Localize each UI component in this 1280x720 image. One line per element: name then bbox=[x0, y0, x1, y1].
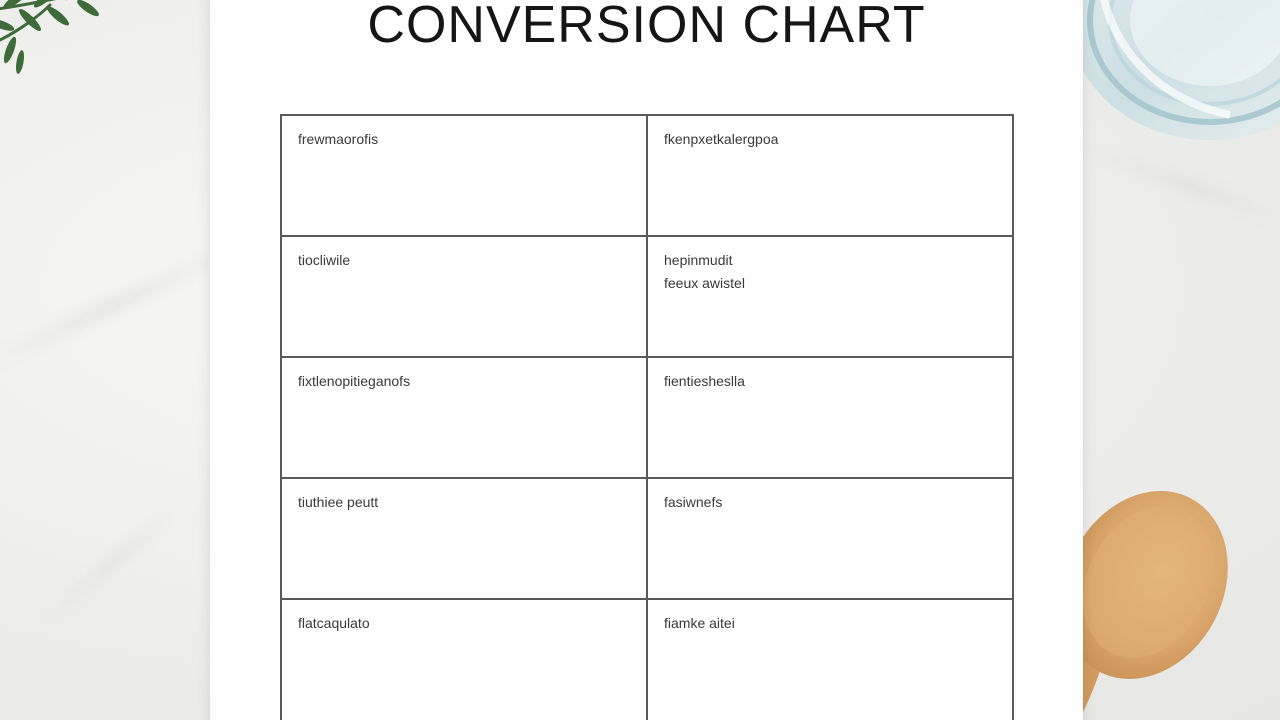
cell-label: flatcaqulato bbox=[298, 615, 370, 631]
cell-label: fixtlenopitieganofs bbox=[298, 373, 411, 389]
conversion-chart-sheet bbox=[210, 0, 1083, 720]
table-cell bbox=[647, 357, 1013, 478]
table-cell bbox=[647, 599, 1013, 720]
marble-vein bbox=[38, 503, 182, 626]
table-cell bbox=[281, 236, 647, 357]
cell-label: frewmaorofis bbox=[298, 131, 379, 147]
table-row bbox=[281, 478, 1013, 599]
cell-label: fiamke aitei bbox=[664, 615, 735, 631]
table-cell bbox=[647, 478, 1013, 599]
glass-bowl-icon bbox=[1060, 0, 1280, 160]
cell-label: hepinmudit feeux awistel bbox=[664, 252, 745, 291]
table-cell bbox=[281, 115, 647, 236]
table-row bbox=[281, 115, 1013, 236]
table-cell bbox=[647, 236, 1013, 357]
conversion-table bbox=[280, 114, 1014, 720]
table-cell bbox=[281, 478, 647, 599]
table-row bbox=[281, 599, 1013, 720]
table-row bbox=[281, 236, 1013, 357]
table-cell bbox=[647, 115, 1013, 236]
table-cell bbox=[281, 599, 647, 720]
table-row bbox=[281, 357, 1013, 478]
cell-label: fkenpxetkalergpoa bbox=[664, 131, 779, 147]
cell-label: fasiwnefs bbox=[664, 494, 723, 510]
cell-label: tiocliwile bbox=[298, 252, 351, 268]
table-cell bbox=[281, 357, 647, 478]
rosemary-sprig-icon bbox=[0, 0, 140, 90]
cell-label: tiuthiee peutt bbox=[298, 494, 379, 510]
cell-label: fientiesheslla bbox=[664, 373, 745, 389]
chart-title: CONVERSION CHART bbox=[367, 0, 926, 54]
